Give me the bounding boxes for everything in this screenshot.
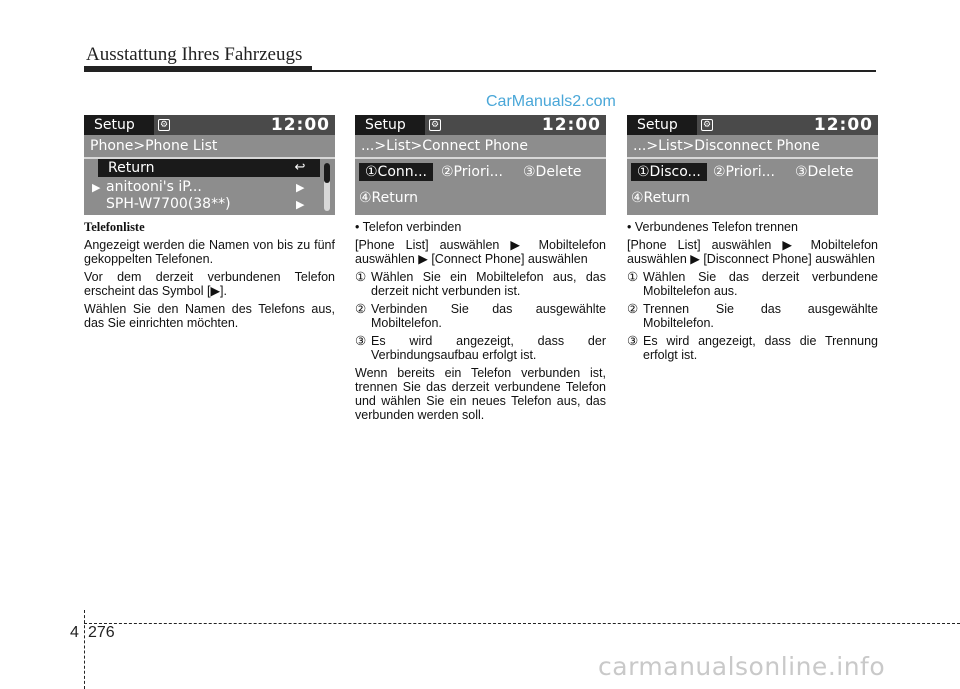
watermark-text: CarManuals2.com: [486, 93, 616, 110]
back-icon[interactable]: ↩: [280, 159, 320, 177]
setup-gear-icon: ⚙: [159, 120, 169, 130]
phone-list-item[interactable]: anitooni's iP...: [106, 179, 202, 195]
step-item: [627, 334, 878, 362]
screen-divider: [355, 157, 606, 159]
step-text: Es wird angezeigt, dass die Trennung erfolgt ist.: [643, 334, 878, 362]
connect-option[interactable]: ①Conn...: [359, 163, 433, 181]
chevron-right-icon: ▶: [296, 181, 305, 194]
setup-label: Setup: [84, 115, 154, 135]
clock-display: 12:00: [541, 115, 601, 135]
setup-label: Setup: [355, 115, 425, 135]
page-header-title: Ausstattung Ihres Fahrzeugs: [86, 44, 303, 65]
body-paragraph: Wenn bereits ein Telefon verbunden ist, trennen Sie das derzeit verbundene Telefon und wählen Sie ein neues Telefon aus, das verbunden werden soll.: [355, 366, 606, 422]
page-number: 276: [88, 624, 115, 641]
step-text: Wählen Sie das derzeit verbundene Mobiltelefon aus.: [643, 270, 878, 298]
step-number: ①: [627, 270, 639, 284]
step-item: [355, 270, 606, 298]
phone-list-item[interactable]: SPH-W7700(38**): [106, 196, 231, 212]
setup-gear-icon: ⚙: [702, 120, 712, 130]
screen-divider: [627, 157, 878, 159]
header-rule: [84, 66, 312, 72]
body-paragraph: Vor dem derzeit verbundenen Telefon erscheint das Symbol [▶].: [84, 270, 335, 298]
screen-title: Phone>Phone List: [90, 138, 218, 154]
disconnect-phone-screen: [627, 115, 878, 215]
header-rule-thin: [312, 70, 876, 72]
screen-title: ...>List>Disconnect Phone: [633, 138, 820, 154]
delete-option[interactable]: ③Delete: [523, 164, 582, 180]
menu-path: [Phone List] auswählen ▶ Mobiltelefon auswählen ▶ [Disconnect Phone] auswählen: [627, 238, 878, 266]
setup-gear-icon: ⚙: [430, 120, 440, 130]
section-heading: Telefonliste: [84, 220, 145, 234]
column-connect-phone: [355, 220, 606, 426]
column-phone-list: [84, 220, 335, 334]
step-number: ②: [355, 302, 367, 316]
step-number: ③: [355, 334, 367, 348]
clock-display: 12:00: [270, 115, 330, 135]
chevron-right-icon: ▶: [296, 198, 305, 211]
menu-path: [Phone List] auswählen ▶ Mobiltelefon auswählen ▶ [Connect Phone] auswählen: [355, 238, 606, 266]
priority-option[interactable]: ②Priori...: [713, 164, 775, 180]
step-number: ③: [627, 334, 639, 348]
play-arrow-icon: ▶: [92, 181, 101, 194]
step-text: Trennen Sie das ausgewählte Mobiltelefon.: [643, 302, 878, 330]
setup-label: Setup: [627, 115, 697, 135]
delete-option[interactable]: ③Delete: [795, 164, 854, 180]
priority-option[interactable]: ②Priori...: [441, 164, 503, 180]
connect-phone-screen: [355, 115, 606, 215]
return-option[interactable]: ④Return: [631, 190, 691, 206]
step-text: Wählen Sie ein Mobiltelefon aus, das derzeit nicht verbunden ist.: [371, 270, 606, 298]
step-item: [355, 302, 606, 330]
step-item: [627, 302, 878, 330]
body-paragraph: Angezeigt werden die Namen von bis zu fünf gekoppelten Telefonen.: [84, 238, 335, 266]
step-text: Verbinden Sie das ausgewählte Mobiltelefon.: [371, 302, 606, 330]
screen-title: ...>List>Connect Phone: [361, 138, 528, 154]
phone-list-screen: [84, 115, 335, 215]
bullet-heading: • Verbundenes Telefon trennen: [627, 220, 798, 234]
step-text: Es wird angezeigt, dass der Verbindungsaufbau erfolgt ist.: [371, 334, 606, 362]
step-item: [627, 270, 878, 298]
step-number: ①: [355, 270, 367, 284]
body-paragraph: Wählen Sie den Namen des Telefons aus, das Sie einrichten möchten.: [84, 302, 335, 330]
step-item: [355, 334, 606, 362]
return-option[interactable]: ④Return: [359, 190, 419, 206]
chapter-number: 4: [70, 624, 79, 641]
footer-rule: [84, 623, 960, 624]
bullet-heading: • Telefon verbinden: [355, 220, 462, 234]
scrollbar-thumb[interactable]: [324, 163, 330, 183]
return-menu-item[interactable]: Return: [98, 159, 292, 177]
step-number: ②: [627, 302, 639, 316]
clock-display: 12:00: [813, 115, 873, 135]
footer-vertical-rule: [84, 610, 85, 689]
column-disconnect-phone: [627, 220, 878, 366]
footer-watermark: carmanualsonline.info: [598, 652, 886, 681]
disconnect-option[interactable]: ①Disco...: [631, 163, 707, 181]
